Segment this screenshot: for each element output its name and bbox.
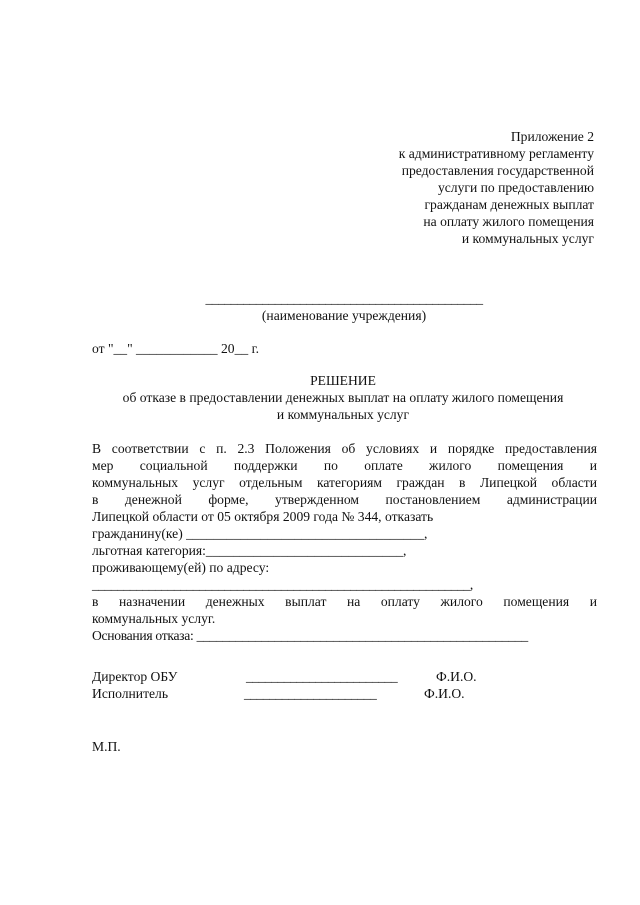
executor-fio: Ф.И.О. [424, 686, 465, 701]
title-heading: РЕШЕНИЕ [310, 373, 376, 388]
reasons-field: Основания отказа: ___________________________________________________ [92, 628, 528, 643]
director-row [92, 668, 592, 685]
appendix-line: предоставления государственной [401, 163, 594, 178]
executor-signature-line: _____________________ [244, 686, 377, 701]
appendix-line: на оплату жилого помещения [423, 214, 594, 229]
body-paragraph-line: в денежной форме, утвержденном постановлением администрации [92, 492, 597, 507]
institution-block [174, 290, 514, 324]
appendix-header [274, 128, 594, 247]
director-label: Директор ОБУ [92, 669, 178, 684]
title-line: и коммунальных услуг [276, 407, 410, 422]
body-paragraph-line: В соответствии с п. 2.3 Положения об условиях и порядке предоставления [92, 441, 597, 456]
body-paragraph-line: мер социальной поддержки по оплате жилого помещения и [92, 458, 597, 473]
institution-line: ____________________________________________ [205, 291, 483, 306]
citizen-field: гражданину(ке) ___________________________________, [92, 526, 428, 541]
body-paragraph-line: Липецкой области от 05 октября 2009 года № 344, отказать [92, 509, 434, 524]
appendix-line: Приложение 2 [510, 129, 594, 144]
decision-date: от "__" ____________ 20__ г. [92, 341, 260, 356]
director-signature-line: ________________________ [246, 669, 398, 684]
title-line: об отказе в предоставлении денежных выплат на оплату жилого помещения [122, 390, 564, 405]
category-field: льготная категория:_____________________________, [92, 543, 407, 558]
signature-block [92, 668, 592, 702]
appendix-line: услуги по предоставлению [437, 180, 594, 195]
appendix-line: и коммунальных услуг [461, 231, 594, 246]
executor-row [92, 685, 592, 702]
appendix-line: гражданам денежных выплат [424, 197, 594, 212]
director-fio: Ф.И.О. [436, 669, 477, 684]
body-paragraph-line: коммунальных услуг отдельным категориям граждан в Липецкой области [92, 475, 597, 490]
appendix-line: к административному регламенту [398, 146, 594, 161]
decision-body [92, 440, 597, 644]
executor-label: Исполнитель [92, 686, 169, 701]
address-label: проживающему(ей) по адресу: [92, 560, 270, 575]
address-field: ____________________________________________________________, [92, 577, 473, 592]
purpose-line: в назначении денежных выплат на оплату жилого помещения и [92, 594, 597, 609]
institution-caption: (наименование учреждения) [261, 308, 427, 323]
purpose-line: коммунальных услуг. [92, 611, 216, 626]
decision-title [92, 372, 594, 423]
stamp-place: М.П. [92, 739, 121, 754]
